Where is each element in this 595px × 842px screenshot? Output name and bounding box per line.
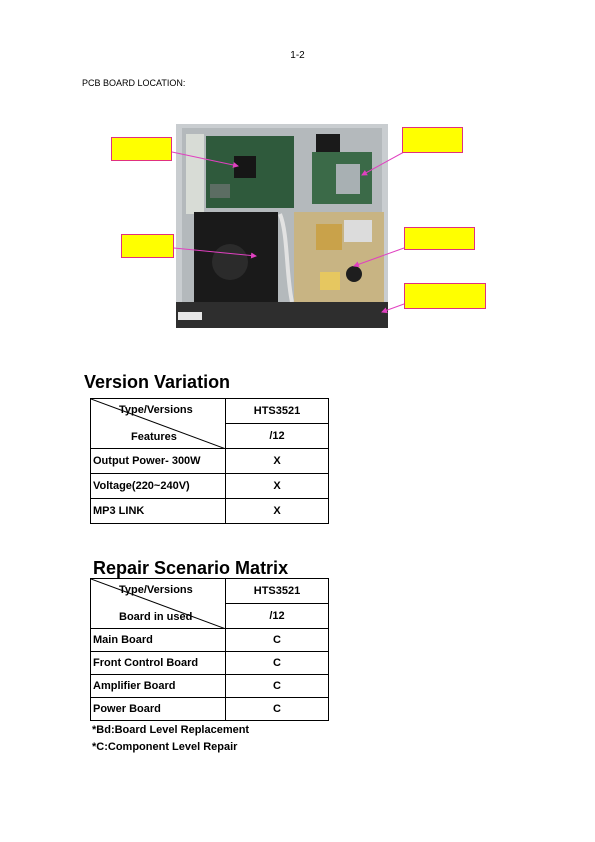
table-row [91,652,329,675]
table-row [91,629,329,652]
board-cell: Front Control Board [91,652,226,675]
board-cell: Power Board [91,698,226,721]
version-variation-title: Version Variation [84,372,231,392]
note-component-level: *C:Component Level Repair [92,741,238,753]
table-header-diagonal [91,579,226,629]
header-model: HTS3521 [226,579,329,604]
value-cell: X [226,474,329,499]
header-version: /12 [226,604,329,629]
callout-power-board [404,227,475,250]
header-model: HTS3521 [226,399,329,424]
value-cell: X [226,449,329,474]
value-cell: X [226,499,329,524]
table-row [91,675,329,698]
header-version: /12 [226,424,329,449]
note-board-level: *Bd:Board Level Replacement [92,724,250,736]
repair-matrix-title: Repair Scenario Matrix [93,558,289,578]
feature-cell: Output Power- 300W [91,449,226,474]
value-cell: C [226,698,329,721]
callout-dvd-loader [121,234,174,258]
notes [92,722,249,756]
feature-cell: Voltage(220~240V) [91,474,226,499]
table-header-diagonal [91,399,226,449]
board-cell: Main Board [91,629,226,652]
value-cell: C [226,629,329,652]
header-board-in-used: Board in used [119,611,193,623]
version-variation-table [90,398,329,524]
header-type-versions: Type/Versions [119,584,193,596]
repair-matrix-table [90,578,329,721]
header-features: Features [131,431,177,443]
table-row [91,499,329,524]
callout-main-board [111,137,172,161]
table-row [91,698,329,721]
board-cell: Amplifier Board [91,675,226,698]
table-row [91,474,329,499]
table-row [91,449,329,474]
page-number: 1-2 [290,50,305,61]
header-type-versions: Type/Versions [119,404,193,416]
callout-amplifier-board [402,127,463,153]
value-cell: C [226,675,329,698]
value-cell: C [226,652,329,675]
feature-cell: MP3 LINK [91,499,226,524]
section-label: PCB BOARD LOCATION: [82,78,186,88]
callout-front-control-board [404,283,486,309]
